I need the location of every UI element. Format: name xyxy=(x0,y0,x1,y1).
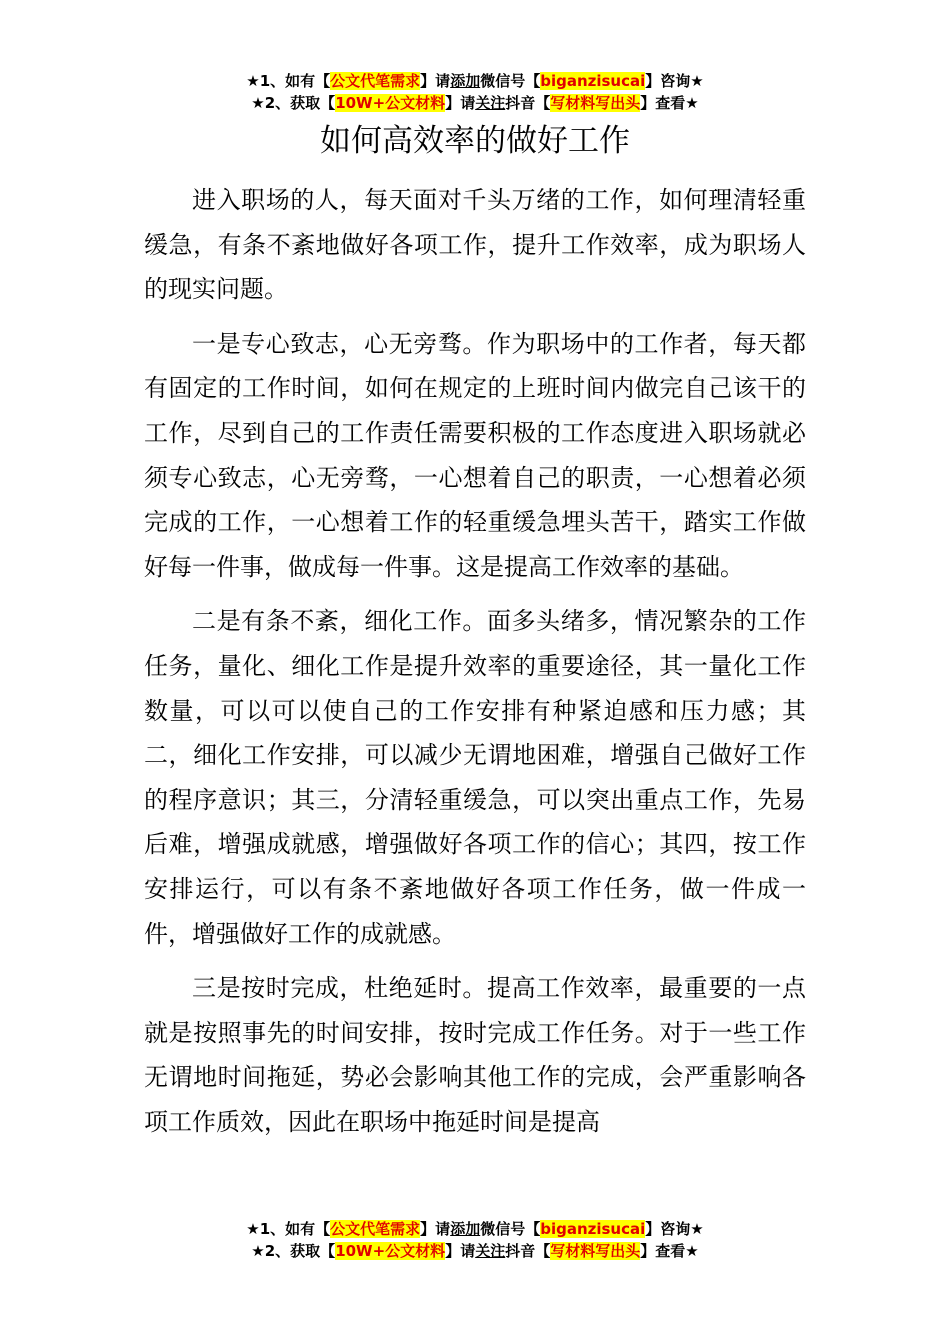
document-title: 如何高效率的做好工作 xyxy=(320,123,630,159)
promo-header xyxy=(0,70,950,114)
paragraph: 一是专心致志，心无旁骛。作为职场中的工作者，每天都有固定的工作时间，如何在规定的上班时间内做完自己该干的工作，尽到自己的工作责任需要积极的工作态度进入职场就必须专心致志，心无旁骛，一心想着自己的职责，一心想着必须完成的工作，一心想着工作的轻重缓急埋头苦干，踏实工作做好每一件事，做成每一件事。这是提高工作效率的基础。 xyxy=(144,329,806,581)
highlight-douyin: 写材料写出头 xyxy=(550,1242,641,1260)
highlight-service: 公文代笔需求 xyxy=(330,72,421,90)
paragraph: 三是按时完成，杜绝延时。提高工作效率，最重要的一点就是按照事先的时间安排，按时完成工作任务。对于一些工作无谓地时间拖延，势必会影响其他工作的完成，会严重影响各项工作质效，因此在职场中拖延时间是提高 xyxy=(144,974,806,1136)
promo-line-1: ★1、如有【公文代笔需求】请添加微信号【biganzisucai】咨询★ xyxy=(246,72,704,90)
document-body xyxy=(144,178,806,1154)
highlight-materials: 10W+公文材料 xyxy=(335,94,446,112)
highlight-douyin: 写材料写出头 xyxy=(550,94,641,112)
promo-line-2: ★2、获取【10W+公文材料】请关注抖音【写材料写出头】查看★ xyxy=(251,1242,699,1260)
promo-line-1: ★1、如有【公文代笔需求】请添加微信号【biganzisucai】咨询★ xyxy=(246,1220,704,1238)
highlight-wechat-id: biganzisucai xyxy=(540,1220,646,1238)
paragraph: 二是有条不紊，细化工作。面多头绪多，情况繁杂的工作任务，量化、细化工作是提升效率的重要途径，其一量化工作数量，可以可以使自己的工作安排有种紧迫感和压力感；其二，细化工作安排，可以减少无谓地困难，增强自己做好工作的程序意识；其三，分清轻重缓急，可以突出重点工作，先易后难，增强成就感，增强做好各项工作的信心；其四，按工作安排运行，可以有条不紊地做好各项工作任务，做一件成一件，增强做好工作的成就感。 xyxy=(144,607,806,948)
highlight-wechat-id: biganzisucai xyxy=(540,72,646,90)
promo-footer xyxy=(0,1218,950,1262)
paragraph: 进入职场的人，每天面对千头万绪的工作，如何理清轻重缓急，有条不紊地做好各项工作，提升工作效率，成为职场人的现实问题。 xyxy=(144,186,806,304)
highlight-service: 公文代笔需求 xyxy=(330,1220,421,1238)
highlight-materials: 10W+公文材料 xyxy=(335,1242,446,1260)
promo-line-2: ★2、获取【10W+公文材料】请关注抖音【写材料写出头】查看★ xyxy=(251,94,699,112)
